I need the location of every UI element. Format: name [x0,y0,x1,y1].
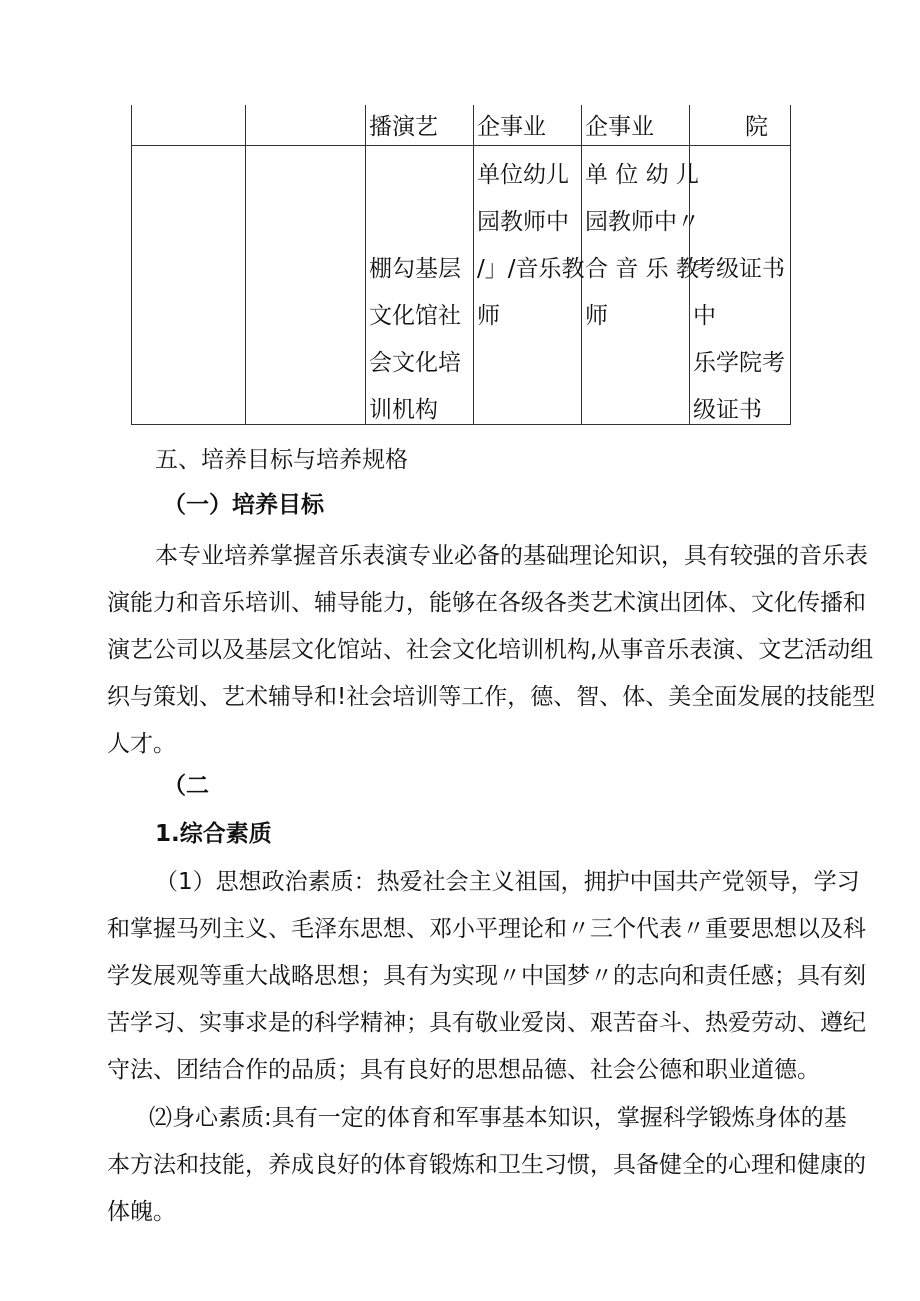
section-heading: 五、培养目标与培养规格 [155,447,408,473]
table-divider-3 [473,105,474,425]
subheading-comprehensive-quality: 1.综合素质 [155,821,272,847]
table-cell: 师 [585,303,608,329]
table-cell: 考级证书 [693,256,785,282]
subheading-training-spec: （二 [163,773,209,799]
table-border-bottom [131,424,791,425]
paragraph-line: 本专业培养掌握音乐表演专业必备的基础理论知识，具有较强的音乐表 [155,543,868,569]
table-divider-1 [245,105,246,425]
paragraph-line: 守法、团结合作的品质；具有良好的思想品德、社会公德和职业道德。 [107,1057,820,1083]
paragraph-line: 本方法和技能，养成良好的体育锻炼和卫生习惯，具备健全的心理和健康的 [107,1152,866,1178]
table-cell: 级证书 [693,397,762,423]
table-cell: 师 [477,303,500,329]
paragraph-line: 学发展观等重大战略思想；具有为实现〃中国梦〃的志向和责任感；具有刻 [107,963,866,989]
table-cell: 乐学院考 [693,350,785,376]
paragraph-line: ⑵身心素质:具有一定的体育和军事基本知识，掌握科学锻炼身体的基 [149,1105,847,1131]
paragraph-line: 演能力和音乐培训、辅导能力，能够在各级各类艺术演出团体、文化传播和 [107,590,866,616]
table-cell: 单位幼儿 [477,162,569,188]
table-cell: 文化馆社 [369,303,461,329]
paragraph-line: 织与策划、艺术辅导和!社会培训等工作，德、智、体、美全面发展的技能型 [107,684,876,710]
table-cell: 单 位 幼 儿 [585,162,699,188]
subheading-training-goal: （一）培养目标 [163,492,324,518]
paragraph-line: 体魄。 [107,1199,176,1225]
table-cell: /」/音乐教 [477,256,585,282]
paragraph-line: 演艺公司以及基层文化馆站、社会文化培训机构,从事音乐表演、文艺活动组 [107,637,874,663]
table-cell: 院 [745,114,768,140]
table-cell: 中 [693,303,716,329]
paragraph-line: 和掌握马列主义、毛泽东思想、邓小平理论和〃三个代表〃重要思想以及科 [107,916,866,942]
table-border-right [790,105,791,425]
table-cell: 合 音 乐 教 [585,256,699,282]
paragraph-line: 人才。 [107,731,176,757]
paragraph-line: （1）思想政治素质：热爱社会主义祖国，拥护中国共产党领导，学习 [155,869,860,895]
table-cell: 会文化培 [369,350,461,376]
table-cell: 棚勾基层 [369,256,461,282]
table-divider-2 [365,105,366,425]
table-cell: 企事业 [477,114,546,140]
table-cell: 园教师中〃 [585,209,700,235]
table-cell: 园教师中 [477,209,569,235]
paragraph-line: 苦学习、实事求是的科学精神；具有敬业爱岗、艰苦奋斗、热爱劳动、遵纪 [107,1010,866,1036]
table-cell: 训机构 [369,397,438,423]
table-cell: 企事业 [585,114,654,140]
table-cell: 播演艺 [369,114,438,140]
table-border-left [131,105,132,425]
table-row-divider [131,145,791,146]
